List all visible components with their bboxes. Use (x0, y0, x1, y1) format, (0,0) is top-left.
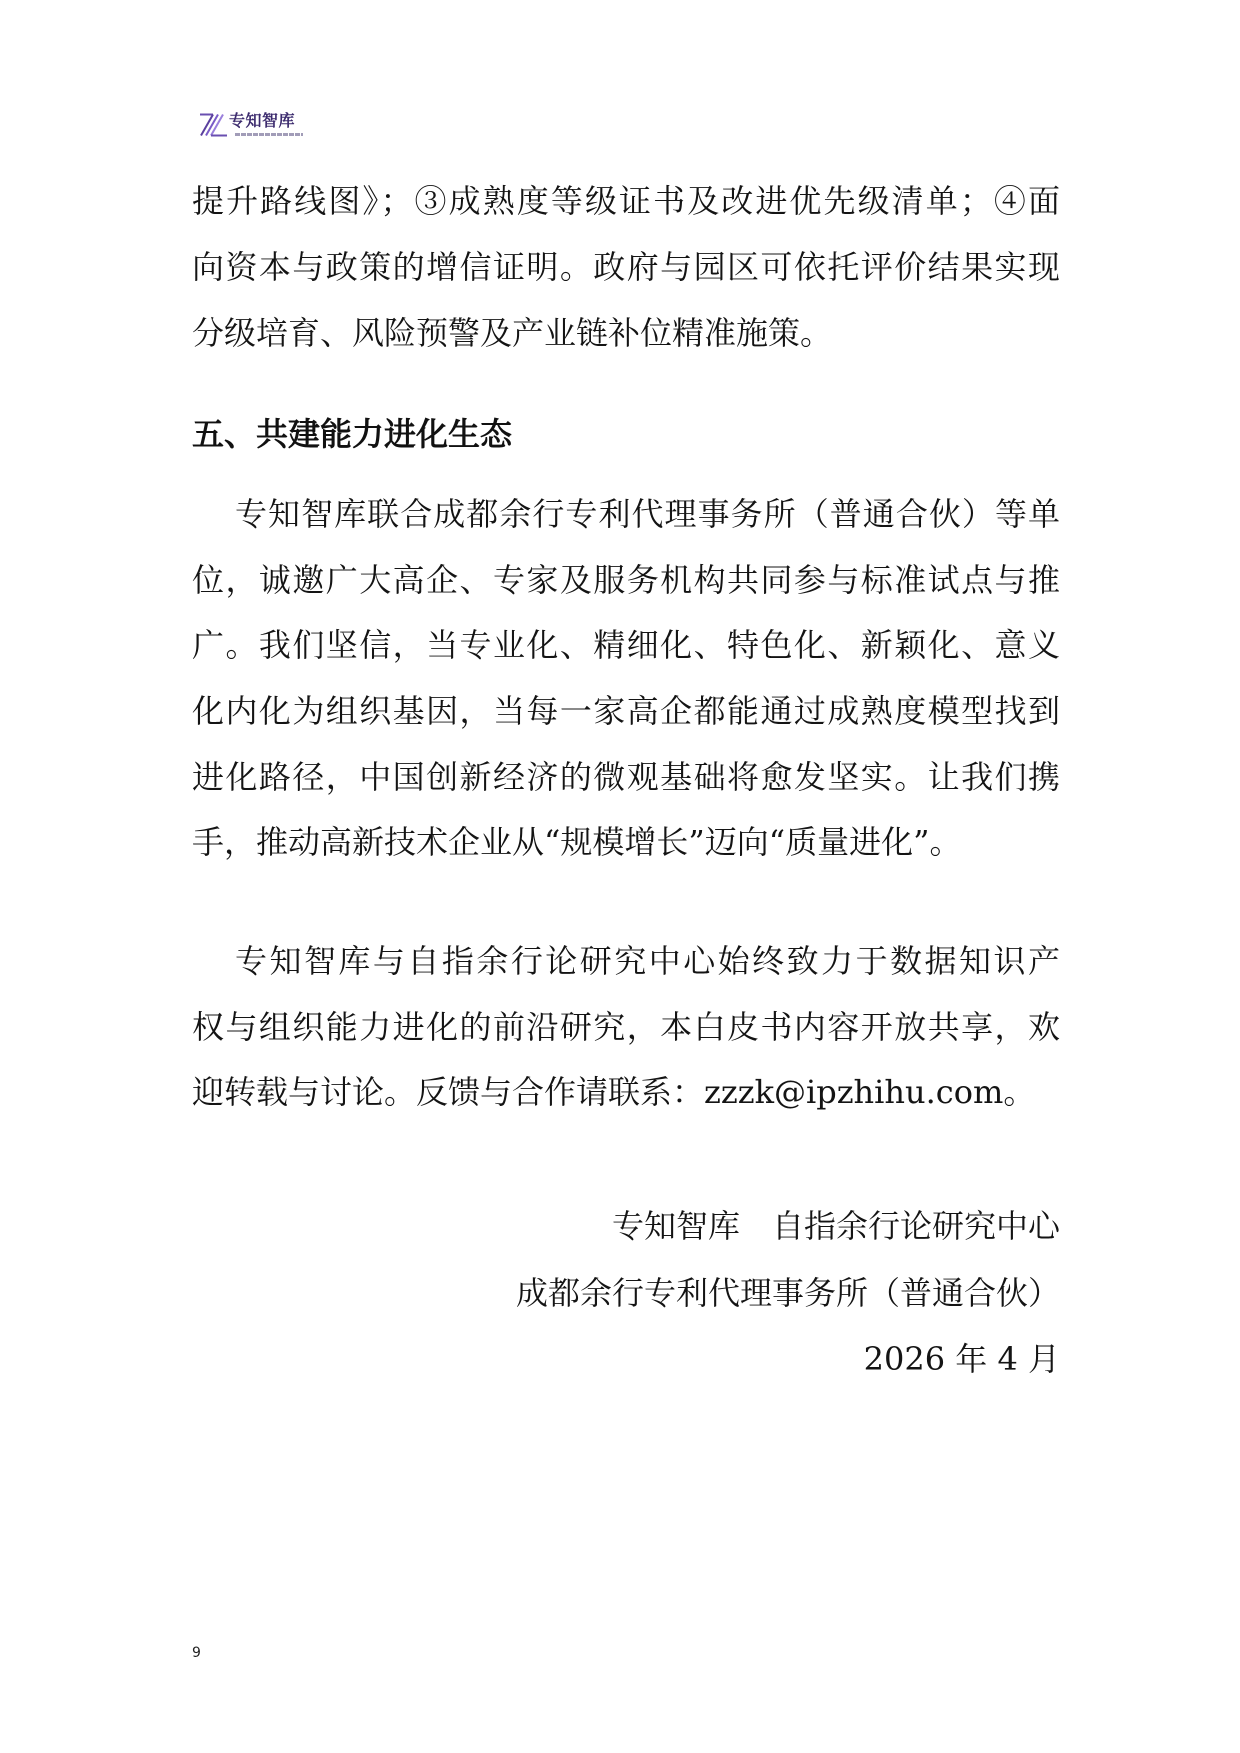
paragraph-line: 化内化为组织基因，当每一家高企都能通过成熟度模型找到 (192, 692, 1060, 731)
paragraph-line: 分级培育、风险预警及产业链补位精准施策。 (192, 314, 833, 352)
paragraph-line: 权与组织能力进化的前沿研究，本白皮书内容开放共享，欢 (192, 1007, 1060, 1046)
paragraph-line: 位，诚邀广大高企、专家及服务机构共同参与标准试点与推 (192, 560, 1060, 599)
paragraph-line: 广。我们坚信，当专业化、精细化、特色化、新颖化、意义 (192, 626, 1060, 665)
signature-date: 2026 年 4 月 (863, 1340, 1060, 1378)
header-logo (198, 111, 318, 139)
intro-paragraph (192, 168, 1060, 366)
paragraph-line: 提升路线图》；③成熟度等级证书及改进优先级清单；④面 (192, 182, 1060, 220)
zl-logo-icon (198, 112, 228, 138)
logo-tagline-graphic (235, 133, 303, 136)
body-paragraph (192, 482, 1060, 876)
paragraph-line: 迎转载与讨论。反馈与合作请联系：zzzk@ipzhihu.com。 (192, 1073, 1036, 1112)
signature-block (192, 1193, 1060, 1393)
signature-firm: 成都余行专利代理事务所（普通合伙） (515, 1273, 1060, 1312)
section-heading: 五、共建能力进化生态 (192, 415, 513, 453)
body-paragraph (192, 929, 1060, 1126)
signature-organizations: 专知智库 自指余行论研究中心 (611, 1207, 1060, 1245)
paragraph-line: 专知智库与自指余行论研究中心始终致力于数据知识产 (235, 942, 1060, 980)
paragraph-line: 向资本与政策的增信证明。政府与园区可依托评价结果实现 (192, 248, 1060, 286)
page-number: 9 (192, 1645, 201, 1661)
paragraph-line: 进化路径，中国创新经济的微观基础将愈发坚实。让我们携 (192, 757, 1060, 796)
logo-wordmark: 专知智库 (229, 111, 296, 130)
paragraph-line: 专知智库联合成都余行专利代理事务所（普通合伙）等单 (235, 495, 1060, 533)
paragraph-line: 手，推动高新技术企业从“规模增长”迈向“质量进化”。 (192, 823, 962, 862)
